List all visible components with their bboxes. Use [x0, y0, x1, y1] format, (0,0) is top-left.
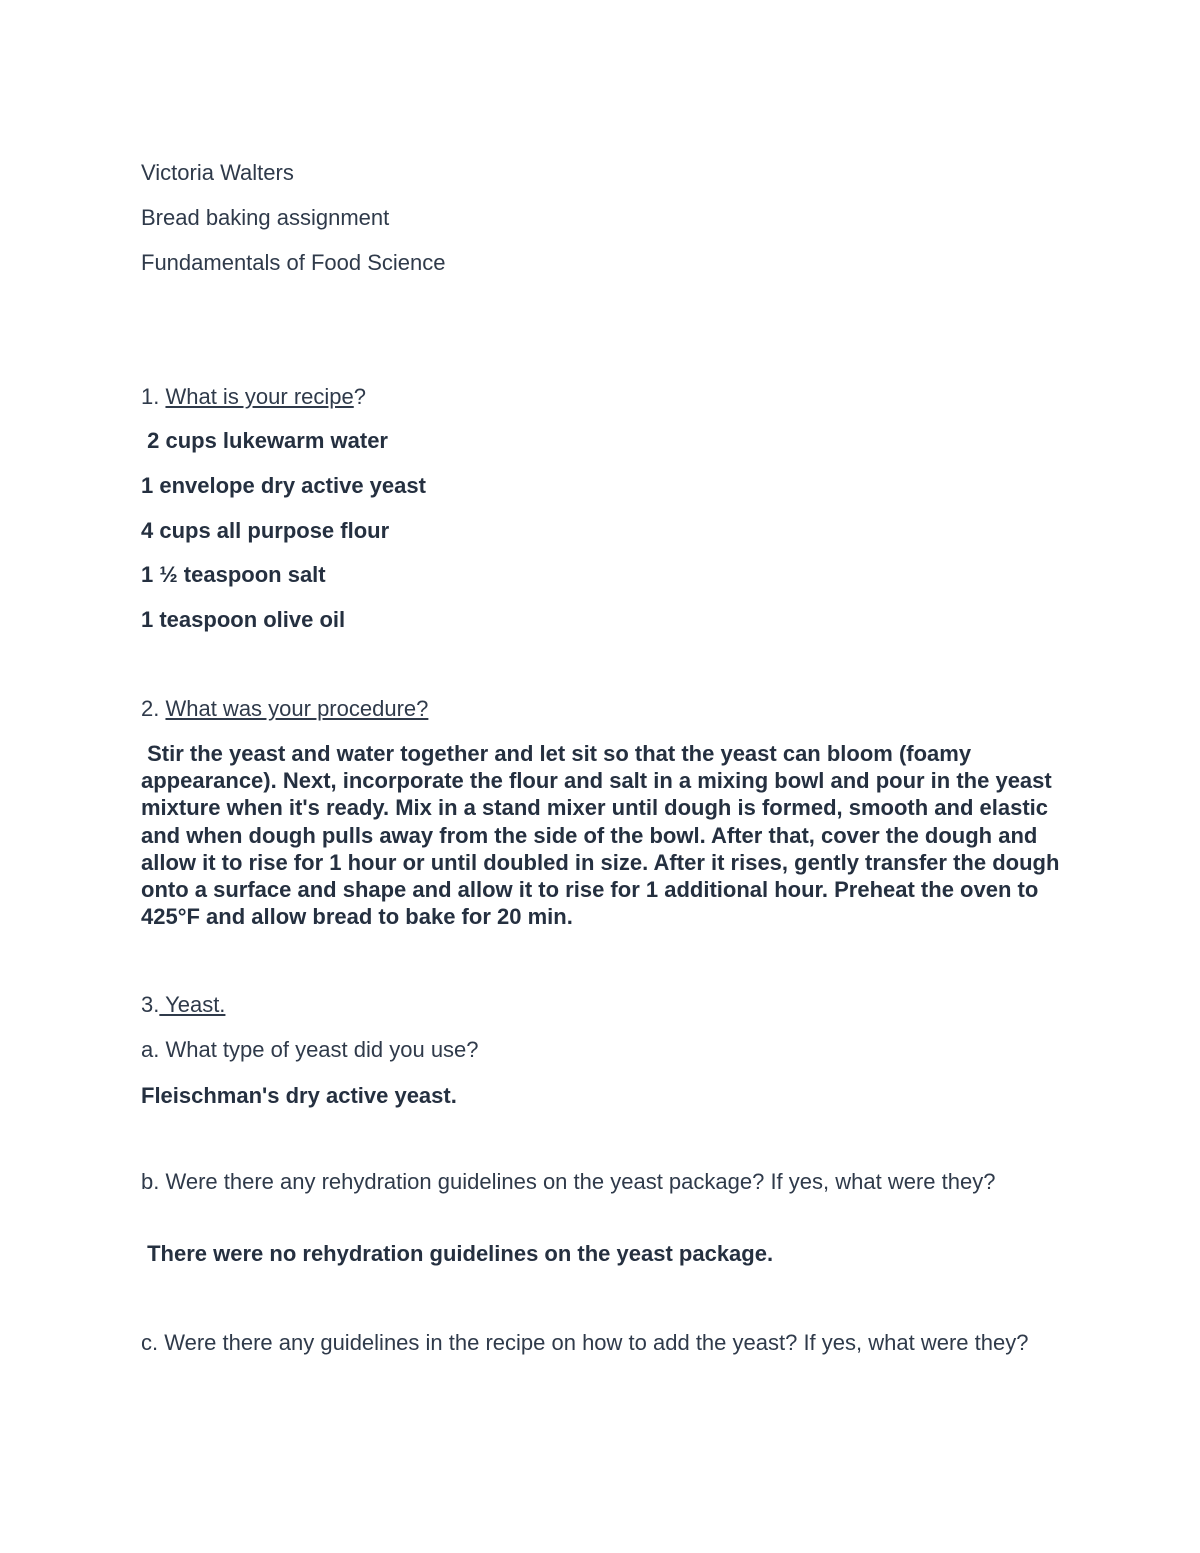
- ingredient-item: 4 cups all purpose flour: [141, 518, 390, 543]
- answer-3a: Fleischman's dry active yeast.: [141, 1083, 457, 1108]
- answer-3b: There were no rehydration guidelines on the yeast package.: [141, 1241, 774, 1266]
- assignment-title: Bread baking assignment: [141, 205, 390, 230]
- author-name: Victoria Walters: [141, 160, 294, 185]
- question-3: [141, 991, 225, 1018]
- question-1-suffix: ?: [353, 384, 367, 409]
- question-3c: c. Were there any guidelines in the recipe on how to add the yeast? If yes, what were they?: [141, 1330, 1029, 1355]
- course-name: Fundamentals of Food Science: [141, 250, 446, 275]
- question-2-text: What was your procedure?: [165, 696, 429, 721]
- question-2: [141, 695, 428, 722]
- ingredient-item: 1 teaspoon olive oil: [141, 607, 346, 632]
- question-3-number: 3.: [141, 992, 160, 1017]
- ingredient-item: 2 cups lukewarm water: [141, 428, 388, 453]
- question-1: [141, 383, 366, 410]
- ingredient-item: 1 ½ teaspoon salt: [141, 562, 326, 587]
- procedure-answer: Stir the yeast and water together and let sit so that the yeast can bloom (foamy appearance). Next, incorporate the flour and salt in a mixing bowl and pour in the yeast mixture when it's ready. Mix in a stand mixer until dough is formed, smooth and elastic and when dough pulls away from the side of the bowl. After that, cover the dough and allow it to rise for 1 hour or until doubled in size. After it rises, gently transfer the dough onto a surface and shape and allow it to rise for 1 additional hour. Preheat the oven to 425°F and allow bread to bake for 20 min.: [141, 741, 1066, 930]
- question-1-text: What is your recipe: [165, 384, 354, 409]
- question-3b: b. Were there any rehydration guidelines on the yeast package? If yes, what were they?: [141, 1169, 996, 1194]
- ingredient-item: 1 envelope dry active yeast: [141, 473, 426, 498]
- question-2-number: 2.: [141, 696, 166, 721]
- question-1-number: 1.: [141, 384, 166, 409]
- question-3-title: Yeast.: [159, 992, 226, 1017]
- question-3a: a. What type of yeast did you use?: [141, 1037, 479, 1062]
